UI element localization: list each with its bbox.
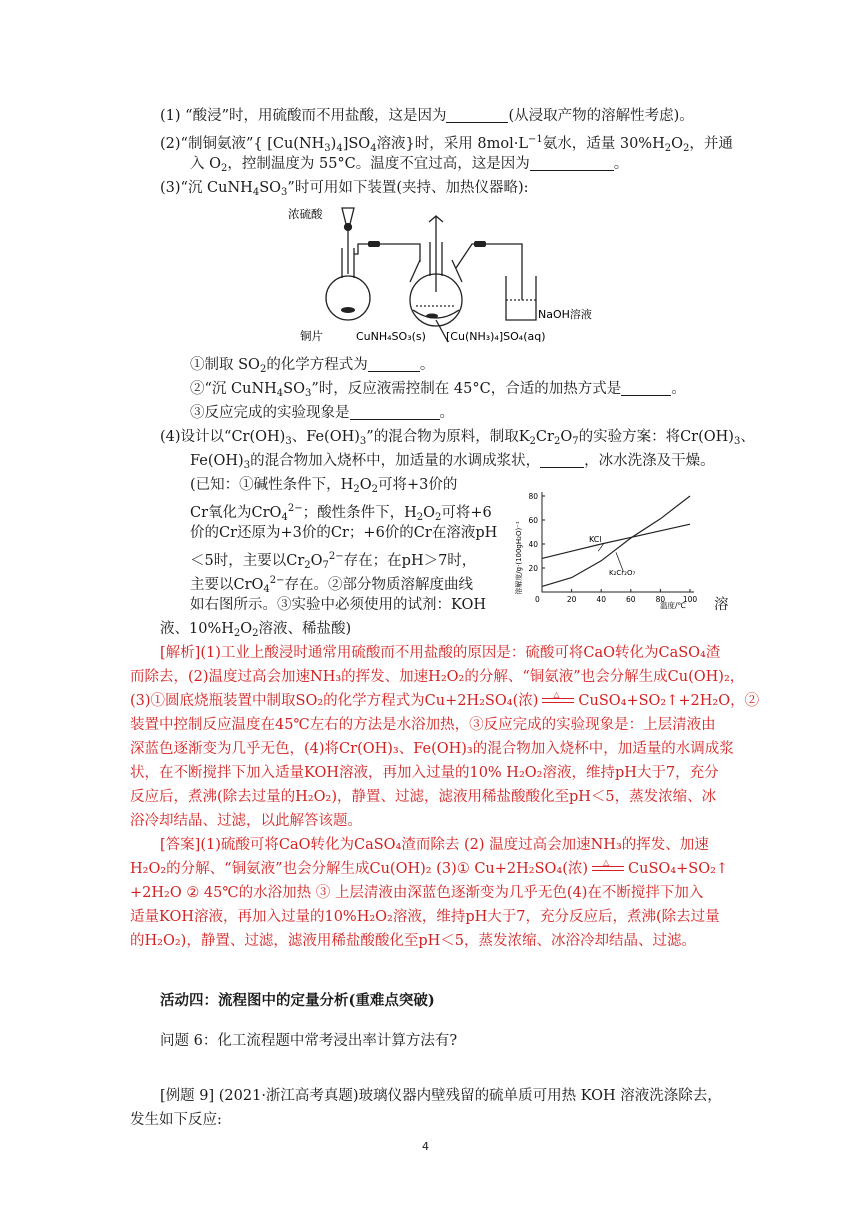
question-3: (3)“沉 $CuNH_4SO_3$”时可用如下装置(夹持、加热仪器略):: [160, 180, 529, 198]
question-4-line-7: 主要以CrO$_4^{2-}$存在。②部分物质溶解度曲线: [190, 575, 474, 595]
question-6: 问题 6：化工流程题中常考浸出率计算方法有?: [160, 1033, 458, 1049]
heating-equals-sign: △: [542, 694, 574, 706]
answer-blank: [350, 404, 440, 420]
question-4-line-2: $Fe(OH)_3$的混合物加入烧杯中，加适量的水调成浆状， ，冰水洗涤及干燥。: [190, 453, 715, 471]
question-4-line-3: (已知：①碱性条件下，$H_2O_2$可将+3价的: [190, 477, 458, 495]
answer-blank: [446, 107, 508, 123]
question-2-line-1: (2)“制铜氨液”{ $[Cu(NH_3)_4]SO_4$溶液}时，采用 $8mol\cdot L^{-1}$氨水，适量 $30\%H_2O_2$，并通: [160, 134, 733, 154]
chart-x-tick-label: 20: [566, 595, 577, 604]
question-3-sub-2: ②“沉 $CuNH_4SO_3$”时，反应液需控制在 45°C，合适的加热方式是 。: [190, 381, 686, 399]
question-4-line-4: Cr氧化为CrO$_4^{2-}$；酸性条件下，$H_2O_2$可将+6: [190, 503, 492, 523]
solid-label: CuNH₄SO₃(s): [356, 330, 426, 343]
analysis-line-8: 浴冷却结晶、过滤，以此解答该题。: [130, 813, 362, 829]
answer-blank: [368, 356, 420, 372]
chart-axes: [542, 492, 694, 592]
chart-origin-label: 0: [535, 595, 540, 604]
question-4-line-8: 如右图所示。③实验中必须使用的试剂：KOH: [190, 597, 486, 613]
question-4-line-9: 液、$10\%H_2O_2$溶液、稀盐酸): [160, 621, 352, 639]
page-number: 4: [422, 1140, 429, 1153]
chart-y-tick-label: 80: [528, 492, 538, 501]
answer-line-2: H₂O₂的分解、“铜氨液”也会分解生成Cu(OH)₂ (3)① Cu+2H₂SO₄(浓) △ CuSO₄+SO₂↑: [130, 858, 729, 877]
naoh-label: NaOH溶液: [538, 308, 592, 321]
answer-line-3: +2H₂O ② 45℃的水浴加热 ③ 上层清液由深蓝色逐渐变为几乎无色(4)在不断搅拌下加入: [130, 885, 704, 901]
chart-label-k2cr2o7: K₂Cr₂O₇: [609, 569, 636, 577]
question-2-line-2: 入 $O_2$，控制温度为 55°C。温度不宜过高，这是因为 。: [190, 156, 629, 174]
chart-x-tick-label: 100: [682, 595, 698, 604]
chart-ticks: [528, 492, 697, 604]
analysis-line-6: 状，在不断搅拌下加入适量KOH溶液，再加入过量的10% H₂O₂溶液，维持pH大于7，充分: [130, 765, 719, 781]
question-4-line-5: 价的Cr还原为+3价的Cr；+6价的Cr在溶液pH: [190, 525, 498, 541]
question-4-line-8-end: 溶: [714, 597, 729, 613]
answer-blank: [530, 155, 614, 171]
example-9-line-1: [例题 9] (2021·浙江高考真题)玻璃仪器内壁残留的硫单质可用热 KOH 溶液洗涤除去，: [160, 1088, 722, 1104]
chart-x-tick-label: 80: [655, 595, 666, 604]
example-9-line-2: 发生如下反应:: [130, 1112, 222, 1128]
acid-label: 浓硫酸: [288, 207, 323, 221]
question-4-line-1: (4)设计以“$Cr(OH)_3$、$Fe(OH)_3$”的混合物为原料，制取$K_2Cr_2O_7$的实验方案：将$Cr(OH)_3$、: [160, 429, 755, 447]
chart-y-tick-label: 60: [528, 516, 538, 525]
question-3-sub-3: ③反应完成的实验现象是 。: [190, 405, 454, 421]
question-1: (1) “酸浸”时，用硫酸而不用盐酸，这是因为 (从浸取产物的溶解性考虑)。: [160, 108, 694, 124]
chart-x-label: 温度/℃: [660, 601, 686, 610]
analysis-line-7: 反应后，煮沸(除去过量的H₂O₂)，静置、过滤，滤液用稀盐酸酸化至pH＜5，蒸发浓缩、冰: [130, 789, 717, 805]
analysis-line-2: 而除去，(2)温度过高会加速NH₃的挥发、加速H₂O₂的分解、“铜氨液”也会分解生成Cu(OH)₂，: [130, 669, 745, 685]
chart-y-tick-label: 20: [528, 564, 538, 573]
analysis-line-5: 深蓝色逐渐变为几乎无色，(4)将Cr(OH)₃、Fe(OH)₃的混合物加入烧杯中，加适量的水调成浆: [130, 741, 734, 757]
question-3-sub-1: ①制取 $SO_2$的化学方程式为 。: [190, 357, 435, 375]
copper-label: 铜片: [300, 329, 323, 343]
solubility-chart: [512, 488, 712, 616]
chart-x-tick-label: 60: [626, 595, 636, 604]
section-heading: 活动四：流程图中的定量分析(重难点突破): [160, 992, 435, 1009]
answer-line-4: 适量KOH溶液，再加入过量的10%H₂O₂溶液，维持pH大于7，充分反应后，煮沸(除去过量: [130, 909, 720, 925]
chart-y-tick-label: 40: [528, 540, 538, 549]
solution-label: [Cu(NH₃)₄]SO₄(aq): [446, 330, 546, 343]
heating-equals-sign: △: [592, 862, 624, 874]
chart-axis-lines: [542, 492, 694, 592]
answer-line-1: [答案](1)硫酸可将CaO转化为CaSO₄渣而除去 (2) 温度过高会加速NH₃的挥发、加速: [160, 837, 709, 853]
answer-blank: [621, 380, 671, 396]
analysis-line-3: (3)①圆底烧瓶装置中制取SO₂的化学方程式为Cu+2H₂SO₄(浓) △ CuSO₄+SO₂↑+2H₂O，②: [130, 690, 760, 709]
chart-label-kcl: KCl: [589, 535, 602, 544]
answer-line-5: 的H₂O₂)，静置、过滤，滤液用稀盐酸酸化至pH＜5，蒸发浓缩、冰浴冷却结晶、过滤。: [130, 933, 696, 949]
analysis-line-4: 装置中控制反应温度在45℃左右的方法是水浴加热，③反应完成的实验现象是：上层清液由: [130, 717, 716, 733]
apparatus-diagram: [276, 202, 616, 344]
chart-x-tick-label: 40: [596, 595, 606, 604]
question-4-line-6: ＜5时，主要以$Cr_2O_7^{2-}$存在；在pH＞7时，: [190, 551, 477, 571]
answer-blank: [540, 452, 584, 468]
chart-y-label: 溶解度/g·(100gH₂O)⁻¹: [515, 521, 523, 595]
analysis-line-1: [解析](1)工业上酸浸时通常用硫酸而不用盐酸的原因是：硫酸可将CaO转化为CaSO₄渣: [160, 645, 721, 661]
